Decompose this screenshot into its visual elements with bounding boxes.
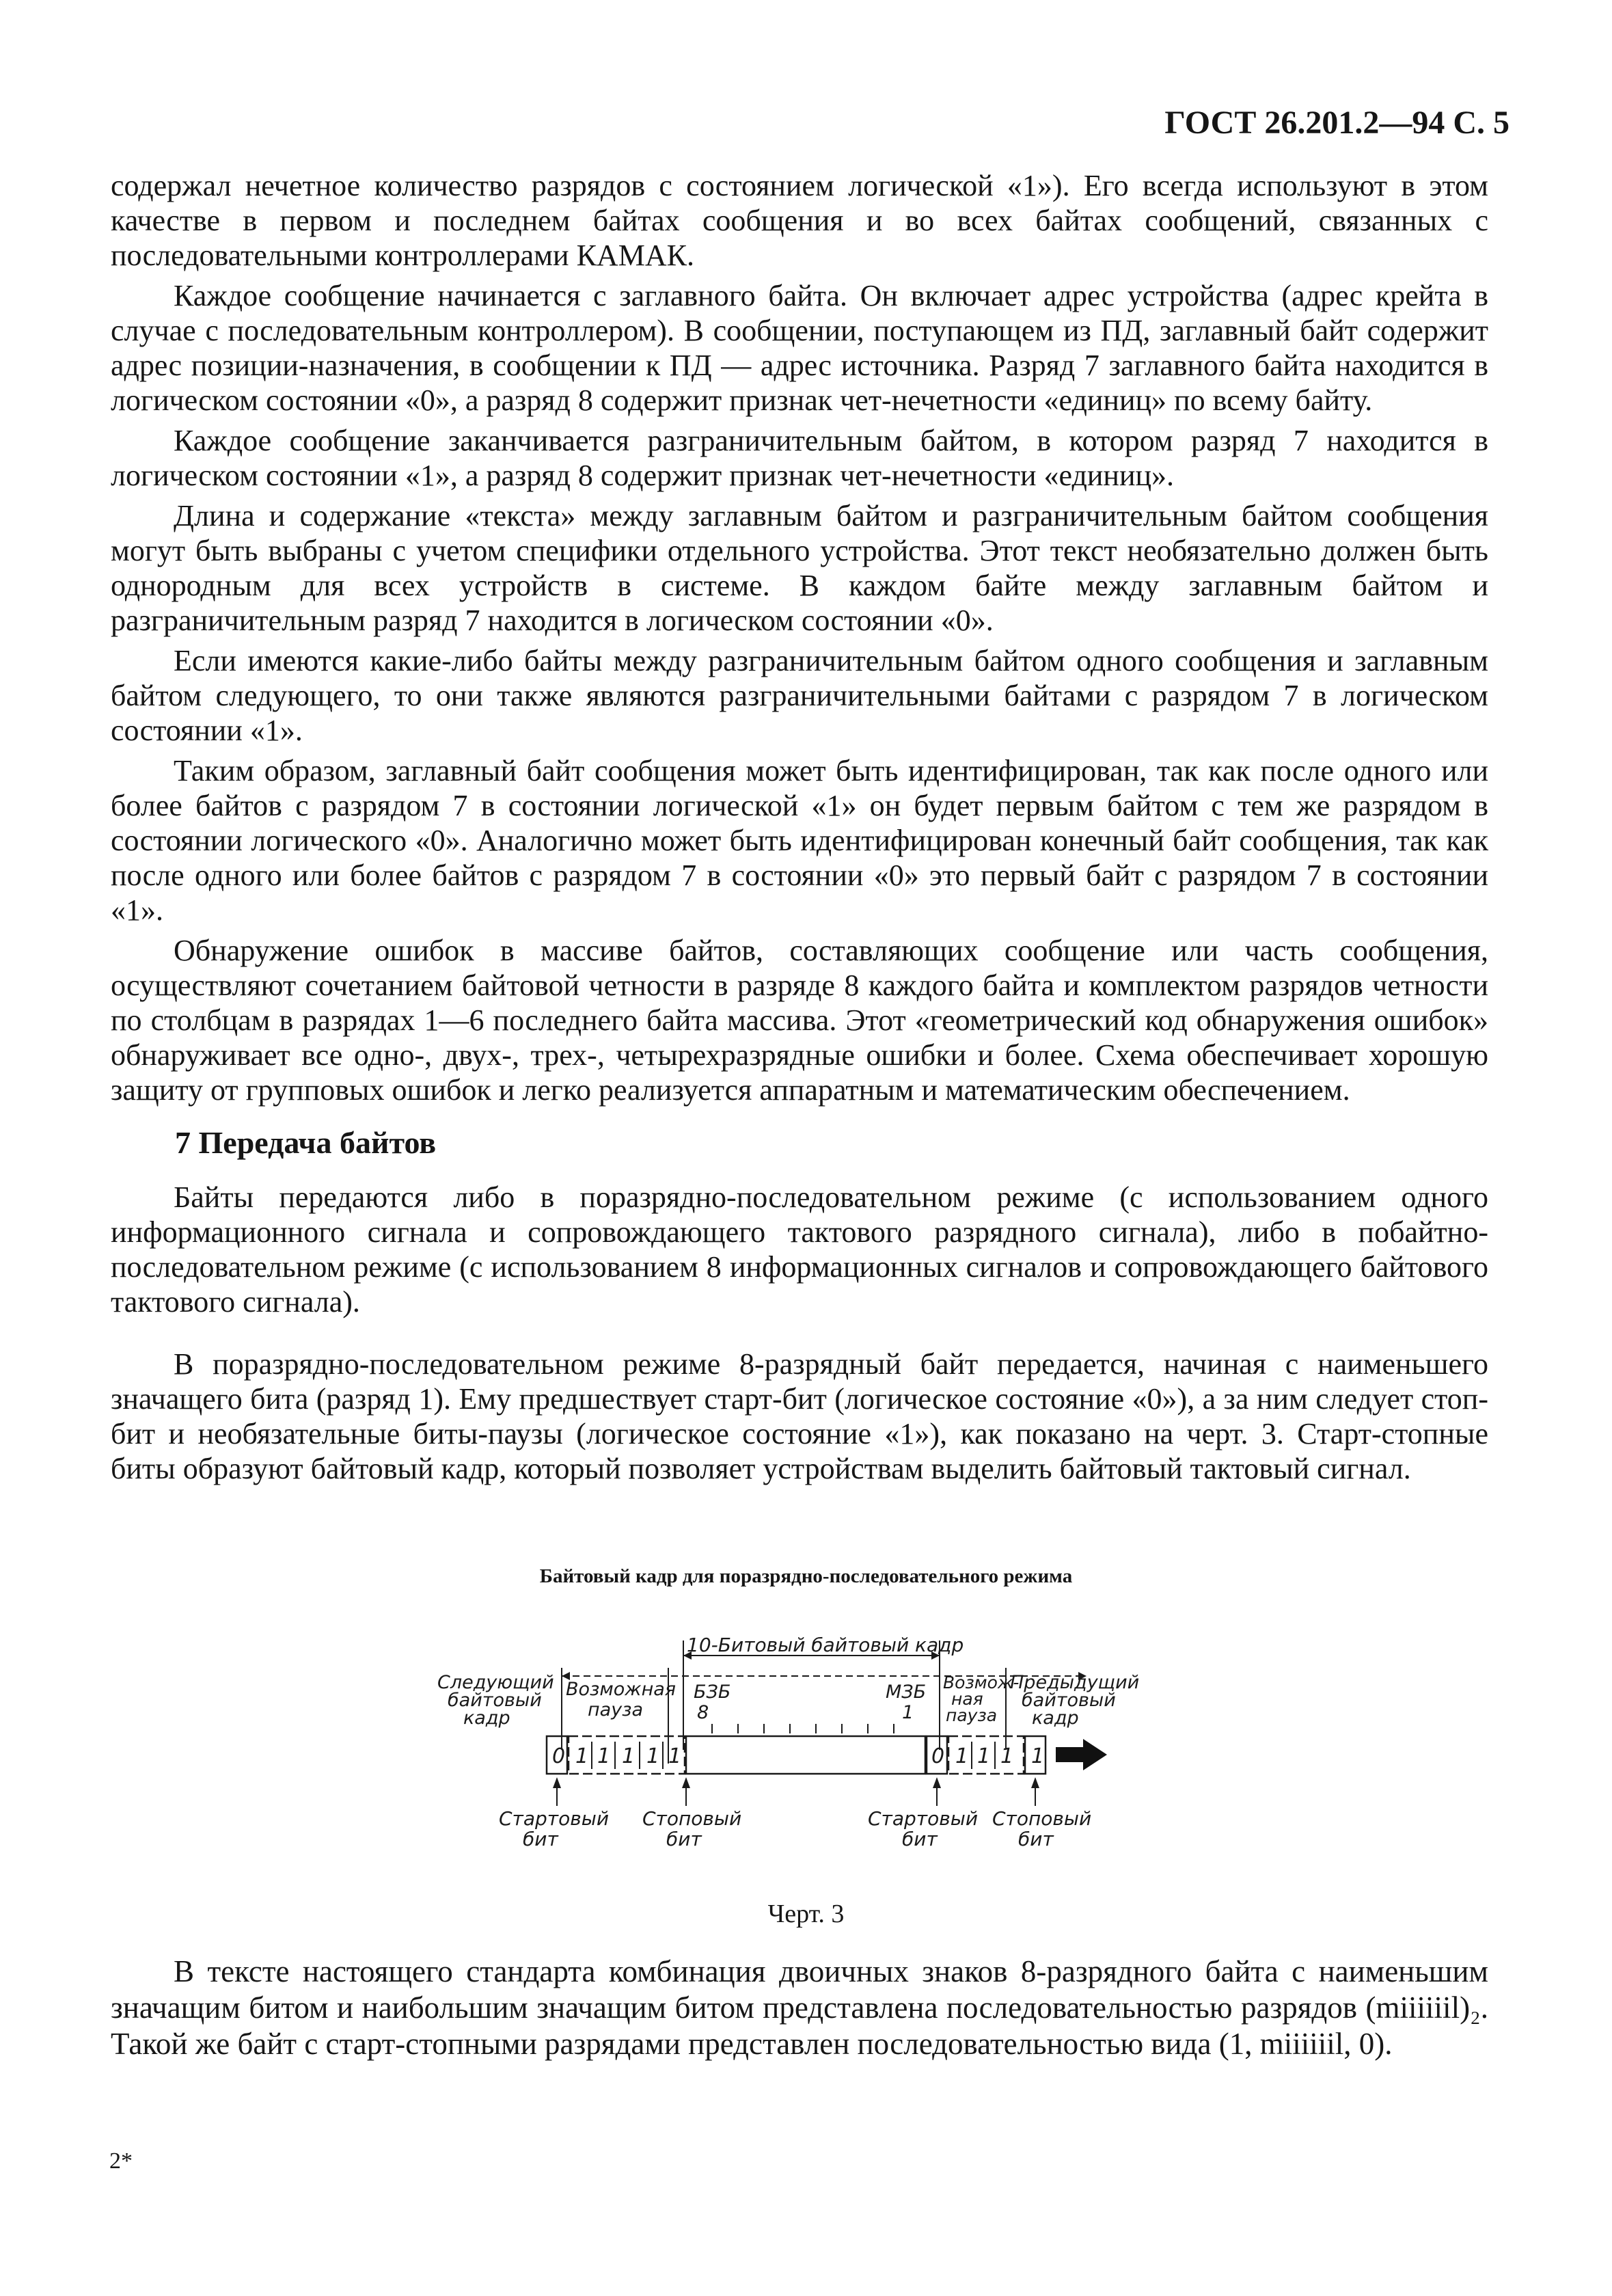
arrow-up-icon <box>933 1777 941 1788</box>
cell-value: 0 <box>552 1744 566 1768</box>
figure-caption: Черт. 3 <box>767 1900 845 1928</box>
paragraph: содержал нечетное количество разрядов с состоянием логической «1»). Его всегда используют в этом качестве в первом и последнем байтах сообщения и во всех байтах сообщений, связанных с последовательными контроллерами КАМАК. <box>111 169 1488 272</box>
byte-frame-diagram <box>383 1627 1203 1880</box>
cell-value: 0 <box>931 1744 945 1768</box>
pointer-lines <box>557 1779 1035 1806</box>
lsb-label: МЗБ 1 <box>886 1682 927 1723</box>
frame-label: 10-Битовый байтовый кадр <box>687 1634 964 1656</box>
paragraph: Байты передаются либо в поразрядно-последовательном режиме (с использованием одного информационного сигнала и сопровождающего тактового разрядного сигнала), либо в побайтно-последовательном режиме (с использованием 8 информационных сигналов и сопровождающего байтового тактового сигнала). <box>111 1180 1488 1319</box>
paragraph: Каждое сообщение начинается с заглавного байта. Он включает адрес устройства (адрес крейта в случае с последовательным контроллером). В сообщении, поступающем из ПД, заглавный байт содержит адрес позиции-назначения, в сообщении к ПД — адрес источника. Разряд 7 заглавного байта находится в логическом состоянии «0», а разряд 8 содержит признак чет-нечетности «единиц» по всему байту. <box>111 279 1488 417</box>
paragraph: Обнаружение ошибок в массиве байтов, составляющих сообщение или часть сообщения, осуществляют сочетанием байтовой четности в разряде 8 каждого байта и комплектом разрядов четности по столбцам в разрядах 1—6 последнего байта массива. Этот «геометрический код обнаружения ошибок» обнаруживает все одно-, двух-, трех-, четырехразрядные ошибки и более. Схема обеспечивает хорошую защиту от групповых ошибок и легко реализуется аппаратным и математическим обеспечением. <box>111 934 1488 1107</box>
text-block-3 <box>111 1954 1488 2068</box>
next-frame-label: Следующий байтовый кадр <box>437 1672 554 1729</box>
paragraph: Каждое сообщение заканчивается разграничительным байтом, в котором разряд 7 находится в логическом состоянии «1», а разряд 8 содержит признак чет-нечетности «единиц». <box>111 424 1488 492</box>
paragraph: Таким образом, заглавный байт сообщения может быть идентифицирован, так как после одного или более байтов с разрядом 7 в состоянии логической «1» он будет первым байтом с тем же разрядом в состоянии логического «0». Аналогично может быть идентифицирован конечный байт сообщения, так как после одного или более байтов с разрядом 7 в состоянии «0» это первый байт с разрядом 7 в состоянии «1». <box>111 754 1488 927</box>
direction-arrow-icon <box>1056 1739 1107 1770</box>
page-header: ГОСТ 26.201.2—94 С. 5 <box>1164 105 1509 141</box>
cell-value: 1 <box>1000 1744 1014 1768</box>
figure-title: Байтовый кадр для поразрядно-последовательного режима <box>539 1565 1073 1587</box>
paragraph: В тексте настоящего стандарта комбинация двоичных знаков 8-разрядного байта с наименьшим значащим битом и наибольшим значащим битом представлена последовательностью разрядов (miiiiiil)₂. Такой же байт с старт-стопными разрядами представлен последовательностью вида (1, miiiiiil, 0). <box>111 1954 1488 2061</box>
stop-bit-left-label: Стоповый бит <box>642 1807 742 1850</box>
cell-value: 1 <box>1031 1744 1045 1768</box>
paragraph: Длина и содержание «текста» между заглавным байтом и разграничительным байтом сообщения могут быть выбраны с учетом специфики отдельного устройства. Этот текст необязательно должен быть однородным для всех устройств в системе. В каждом байте между заглавным байтом и разграничительным разряд 7 находится в логическом состоянии «0». <box>111 499 1488 637</box>
pause-left-label: Возможная пауза <box>566 1679 677 1720</box>
pause-right-label: Возмож- ная пауза <box>943 1673 1020 1725</box>
text-block-2 <box>111 1180 1488 1513</box>
cell-value: 1 <box>575 1744 589 1768</box>
arrow-up-icon <box>553 1777 561 1788</box>
prev-frame-label: Предыдущий байтовый кадр <box>1010 1672 1140 1729</box>
start-bit-right-label: Стартовый бит <box>868 1807 979 1850</box>
cell-value: 1 <box>622 1744 636 1768</box>
cell-value: 1 <box>646 1744 660 1768</box>
page-footer-mark: 2* <box>109 2148 133 2174</box>
cell-value: 1 <box>668 1744 682 1768</box>
section-heading: 7 Передача байтов <box>175 1125 437 1160</box>
bit-ticks <box>712 1724 894 1733</box>
start-bit-left-label: Стартовый бит <box>499 1807 610 1850</box>
data-bits-cell <box>686 1736 925 1774</box>
paragraph: Если имеются какие-либо байты между разграничительным байтом одного сообщения и заглавным байтом следующего, то они также являются разграничительными байтами с разрядом 7 в логическом состоянии «1». <box>111 644 1488 747</box>
msb-label: БЗБ 8 <box>694 1682 731 1723</box>
paragraph: В поразрядно-последовательном режиме 8-разрядный байт передается, начиная с наименьшего значащего бита (разряд 1). Ему предшествует старт-бит (логическое состояние «0»), а за ним следует стоп-бит и необязательные биты-паузы (логическое состояние «1»), как показано на черт. 3. Старт-стопные биты образуют байтовый кадр, который позволяет устройствам выделить байтовый тактовый сигнал. <box>111 1347 1488 1485</box>
arrow-up-icon <box>1031 1777 1039 1788</box>
cell-value: 1 <box>977 1744 991 1768</box>
stop-bit-right-label: Стоповый бит <box>992 1807 1092 1850</box>
arrow-up-icon <box>682 1777 690 1788</box>
text-block-1 <box>111 168 1488 1113</box>
cell-value: 1 <box>955 1744 969 1768</box>
cell-value: 1 <box>597 1744 611 1768</box>
